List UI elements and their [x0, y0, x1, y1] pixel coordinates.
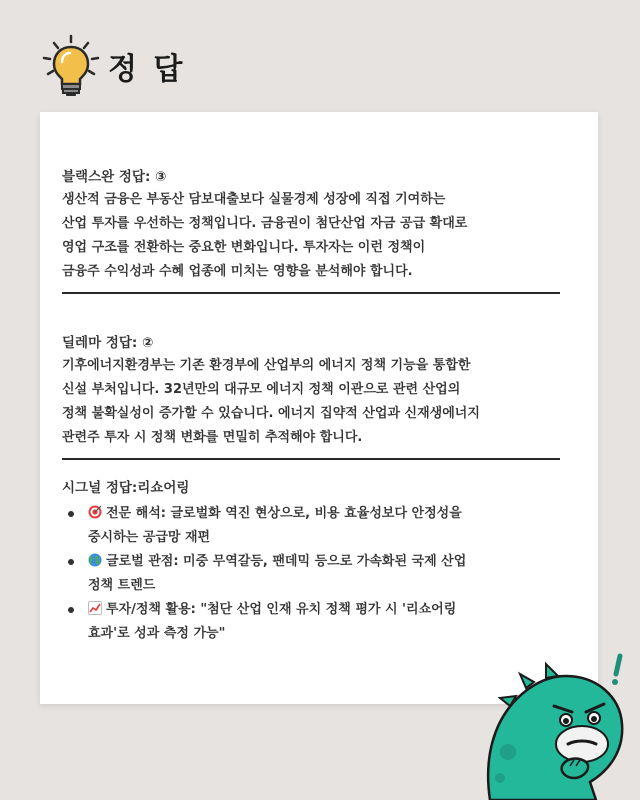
bullet-line: 글로벌 관점: 미중 무역갈등, 팬데믹 등으로 가속화된 국제 산업 — [106, 554, 467, 569]
lightbulb-icon — [40, 34, 102, 98]
text-line: 정책 불확실성이 증가할 수 있습니다. 에너지 집약적 산업과 신재생에너지 — [62, 406, 480, 421]
dilemma-title: 딜레마 정답: ② — [62, 335, 154, 351]
text-line: 산업 투자를 우선하는 정책입니다. 금융권이 첨단산업 자금 공급 확대로 — [62, 216, 468, 231]
section-divider — [62, 292, 560, 294]
bullet-line: 전문 해석: 글로벌화 역진 현상으로, 비용 효율성보다 안정성을 — [106, 506, 462, 521]
black-swan-body — [62, 188, 562, 284]
text-line: 금융주 수익성과 수혜 업종에 미치는 영향을 분석해야 합니다. — [62, 264, 413, 279]
bullet-line: 중시하는 공급망 재편 — [88, 530, 211, 545]
black-swan-title: 블랙스완 정답: ③ — [62, 169, 167, 185]
dilemma-body — [62, 354, 562, 450]
bullet-line: 효과'로 성과 측정 가능" — [88, 626, 226, 641]
text-line: 신설 부처입니다. 32년만의 대규모 에너지 정책 이관으로 관련 산업의 — [62, 382, 461, 397]
section-divider — [62, 458, 560, 460]
answer-content — [62, 166, 562, 646]
text-line: 생산적 금융은 부동산 담보대출보다 실물경제 성장에 직접 기여하는 — [62, 192, 446, 207]
answer-card — [40, 112, 598, 704]
text-line: 기후에너지환경부는 기존 환경부에 산업부의 에너지 정책 기능을 통합한 — [62, 358, 471, 373]
bullet-line: 투자/정책 활용: "첨단 산업 인재 유치 정책 평가 시 '리쇼어링 — [106, 602, 457, 617]
list-item — [62, 502, 562, 550]
target-icon — [88, 505, 102, 519]
signal-list — [62, 502, 562, 646]
page-title: 정 답 — [108, 52, 186, 87]
text-line: 영업 구조를 전환하는 중요한 변화입니다. 투자자는 이런 정책이 — [62, 240, 426, 255]
globe-icon — [88, 553, 102, 567]
signal-title: 시그널 정답:리쇼어링 — [62, 480, 190, 496]
chart-increasing-icon — [88, 601, 102, 615]
list-item — [62, 550, 562, 598]
list-item — [62, 598, 562, 646]
text-line: 관련주 투자 시 정책 변화를 면밀히 추적해야 합니다. — [62, 430, 363, 445]
bullet-line: 정책 트렌드 — [88, 578, 156, 593]
header — [40, 34, 185, 98]
dinosaur-mascot-icon — [470, 640, 640, 800]
